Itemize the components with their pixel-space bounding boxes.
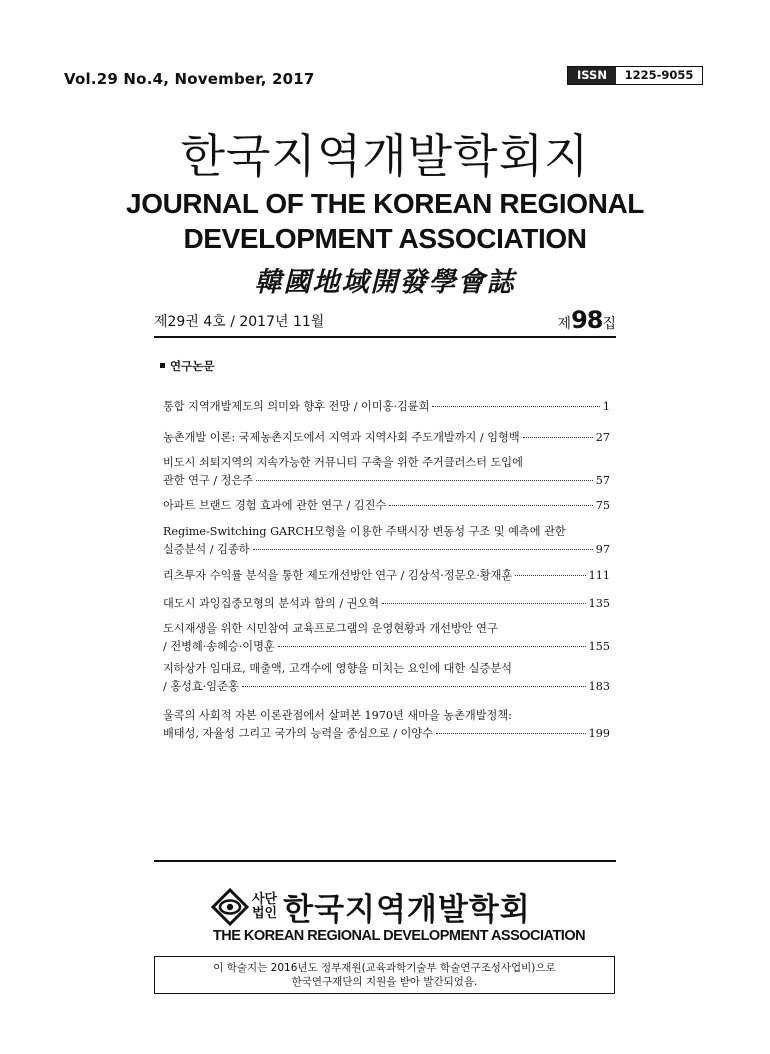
toc-line [163,567,610,585]
toc-line [163,660,610,678]
prefix-line1: 사단 [252,891,278,907]
journal-title-english-line2: DEVELOPMENT ASSOCIATION [183,223,587,254]
toc-line [163,638,610,656]
toc-page-number: 27 [595,431,610,444]
issue-info: 제29권 4호 / 2017년 11월 [154,314,325,330]
toc-entry [163,523,610,559]
toc-page-number: 155 [588,640,610,653]
toc-leader-dots [523,437,593,438]
toc-title: 대도시 과잉집중모형의 분석과 함의 / 권오혁 [163,597,380,610]
toc-entry [163,497,610,515]
toc-page-number: 75 [595,499,610,512]
toc-page-number: 97 [595,543,610,556]
issn-label: ISSN [568,67,616,84]
issn-badge [567,66,703,85]
journal-title-korean: 한국지역개발학회지 [180,129,590,183]
toc-title: 리츠투자 수익률 분석을 통한 제도개선방안 연구 / 김상석·정문오·황재훈 [163,569,513,582]
prefix-line2: 법인 [252,905,278,921]
toc-line [163,398,610,416]
toc-leader-dots [278,646,586,647]
toc-leader-dots [389,505,593,506]
toc-line [163,472,610,490]
toc-line [163,429,610,447]
toc-title: Regime-Switching GARCH모형을 이용한 주택시장 변동성 구조 및 예측에 관한 [163,525,566,538]
toc-page-number: 183 [588,680,610,693]
journal-title-hanja: 韓國地域開發學會誌 [254,267,516,298]
toc-title: 비도시 쇠퇴지역의 지속가능한 커뮤니티 구축을 위한 주거클러스터 도입에 [163,456,523,469]
issue-number-prefix: 제 [557,316,572,332]
funding-note [154,956,615,994]
toc-title: 아파트 브랜드 경험 효과에 관한 연구 / 김진수 [163,499,387,512]
toc-title: 실증분석 / 김종하 [163,543,250,556]
toc-line [163,707,610,725]
toc-line [163,497,610,515]
toc-leader-dots [436,733,586,734]
toc-title: 울콕의 사회적 자본 이론관점에서 살펴본 1970년 새마을 농촌개발정책: [163,709,512,722]
toc-entry [163,660,610,696]
toc-leader-dots [253,549,593,550]
toc-line [163,678,610,696]
toc-leader-dots [256,480,593,481]
association-emblem-icon [210,887,250,927]
issue-number-value: 98 [571,306,603,334]
toc-line [163,523,610,541]
issn-number: 1225-9055 [624,68,694,82]
toc-page-number: 1 [602,400,610,413]
journal-title-english-line1: JOURNAL OF THE KOREAN REGIONAL [126,188,644,219]
toc-leader-dots [432,406,599,407]
toc-page-number: 135 [588,597,610,610]
square-bullet-icon [160,363,165,368]
issue-line [154,306,616,334]
toc-title: 통합 지역개발제도의 의미와 향후 전망 / 이미홍·김륜희 [163,400,430,413]
toc-page-number: 199 [588,727,610,740]
divider-bottom [154,860,616,862]
toc-entry [163,398,610,416]
organization-name-english: THE KOREAN REGIONAL DEVELOPMENT ASSOCIATION [212,928,586,944]
toc-entry [163,454,610,490]
toc-page-number: 57 [595,474,610,487]
toc-title: / 전병혜·송혜승·이명훈 [163,640,275,653]
divider-top [154,336,616,338]
issue-number [558,306,616,334]
toc-title: 관한 연구 / 정은주 [163,474,254,487]
toc-leader-dots [382,603,586,604]
funding-note-line1: 이 학술지는 2016년도 정부재원(교육과학기술부 학술연구조성사업비)으로 [213,962,556,974]
toc-entry [163,595,610,613]
toc-page-number: 111 [588,569,610,582]
toc-title: / 홍성효·임준홍 [163,680,239,693]
toc-entry [163,620,610,656]
toc-entry [163,567,610,585]
toc-entry [163,429,610,447]
funding-note-line2: 한국연구재단의 지원을 받아 발간되었음. [291,976,478,988]
organization-name-korean: 한국지역개발학회 [283,892,531,928]
issue-number-suffix: 집 [602,316,616,332]
toc-line [163,595,610,613]
toc-line [163,454,610,472]
toc-leader-dots [242,686,586,687]
toc-line [163,725,610,743]
legal-entity-prefix [252,893,277,921]
toc-line [163,541,610,559]
toc-title: 지하상가 임대료, 매출액, 고객수에 영향을 미치는 요인에 대한 실증분석 [163,662,512,675]
section-label: 연구논문 [170,359,215,373]
volume-info: Vol.29 No.4, November, 2017 [64,70,315,88]
toc-title: 농촌개발 이론: 국제농촌지도에서 지역과 지역사회 주도개발까지 / 임형백 [163,431,520,444]
toc-title: 도시재생을 위한 시민참여 교육프로그램의 운영현황과 개선방안 연구 [163,622,498,635]
toc-line [163,620,610,638]
toc-entry [163,707,610,743]
section-heading [160,358,214,374]
organization-logo [210,884,531,929]
toc-title: 배태성, 자율성 그리고 국가의 능력을 중심으로 / 이양수 [163,727,433,740]
toc-leader-dots [515,575,585,576]
